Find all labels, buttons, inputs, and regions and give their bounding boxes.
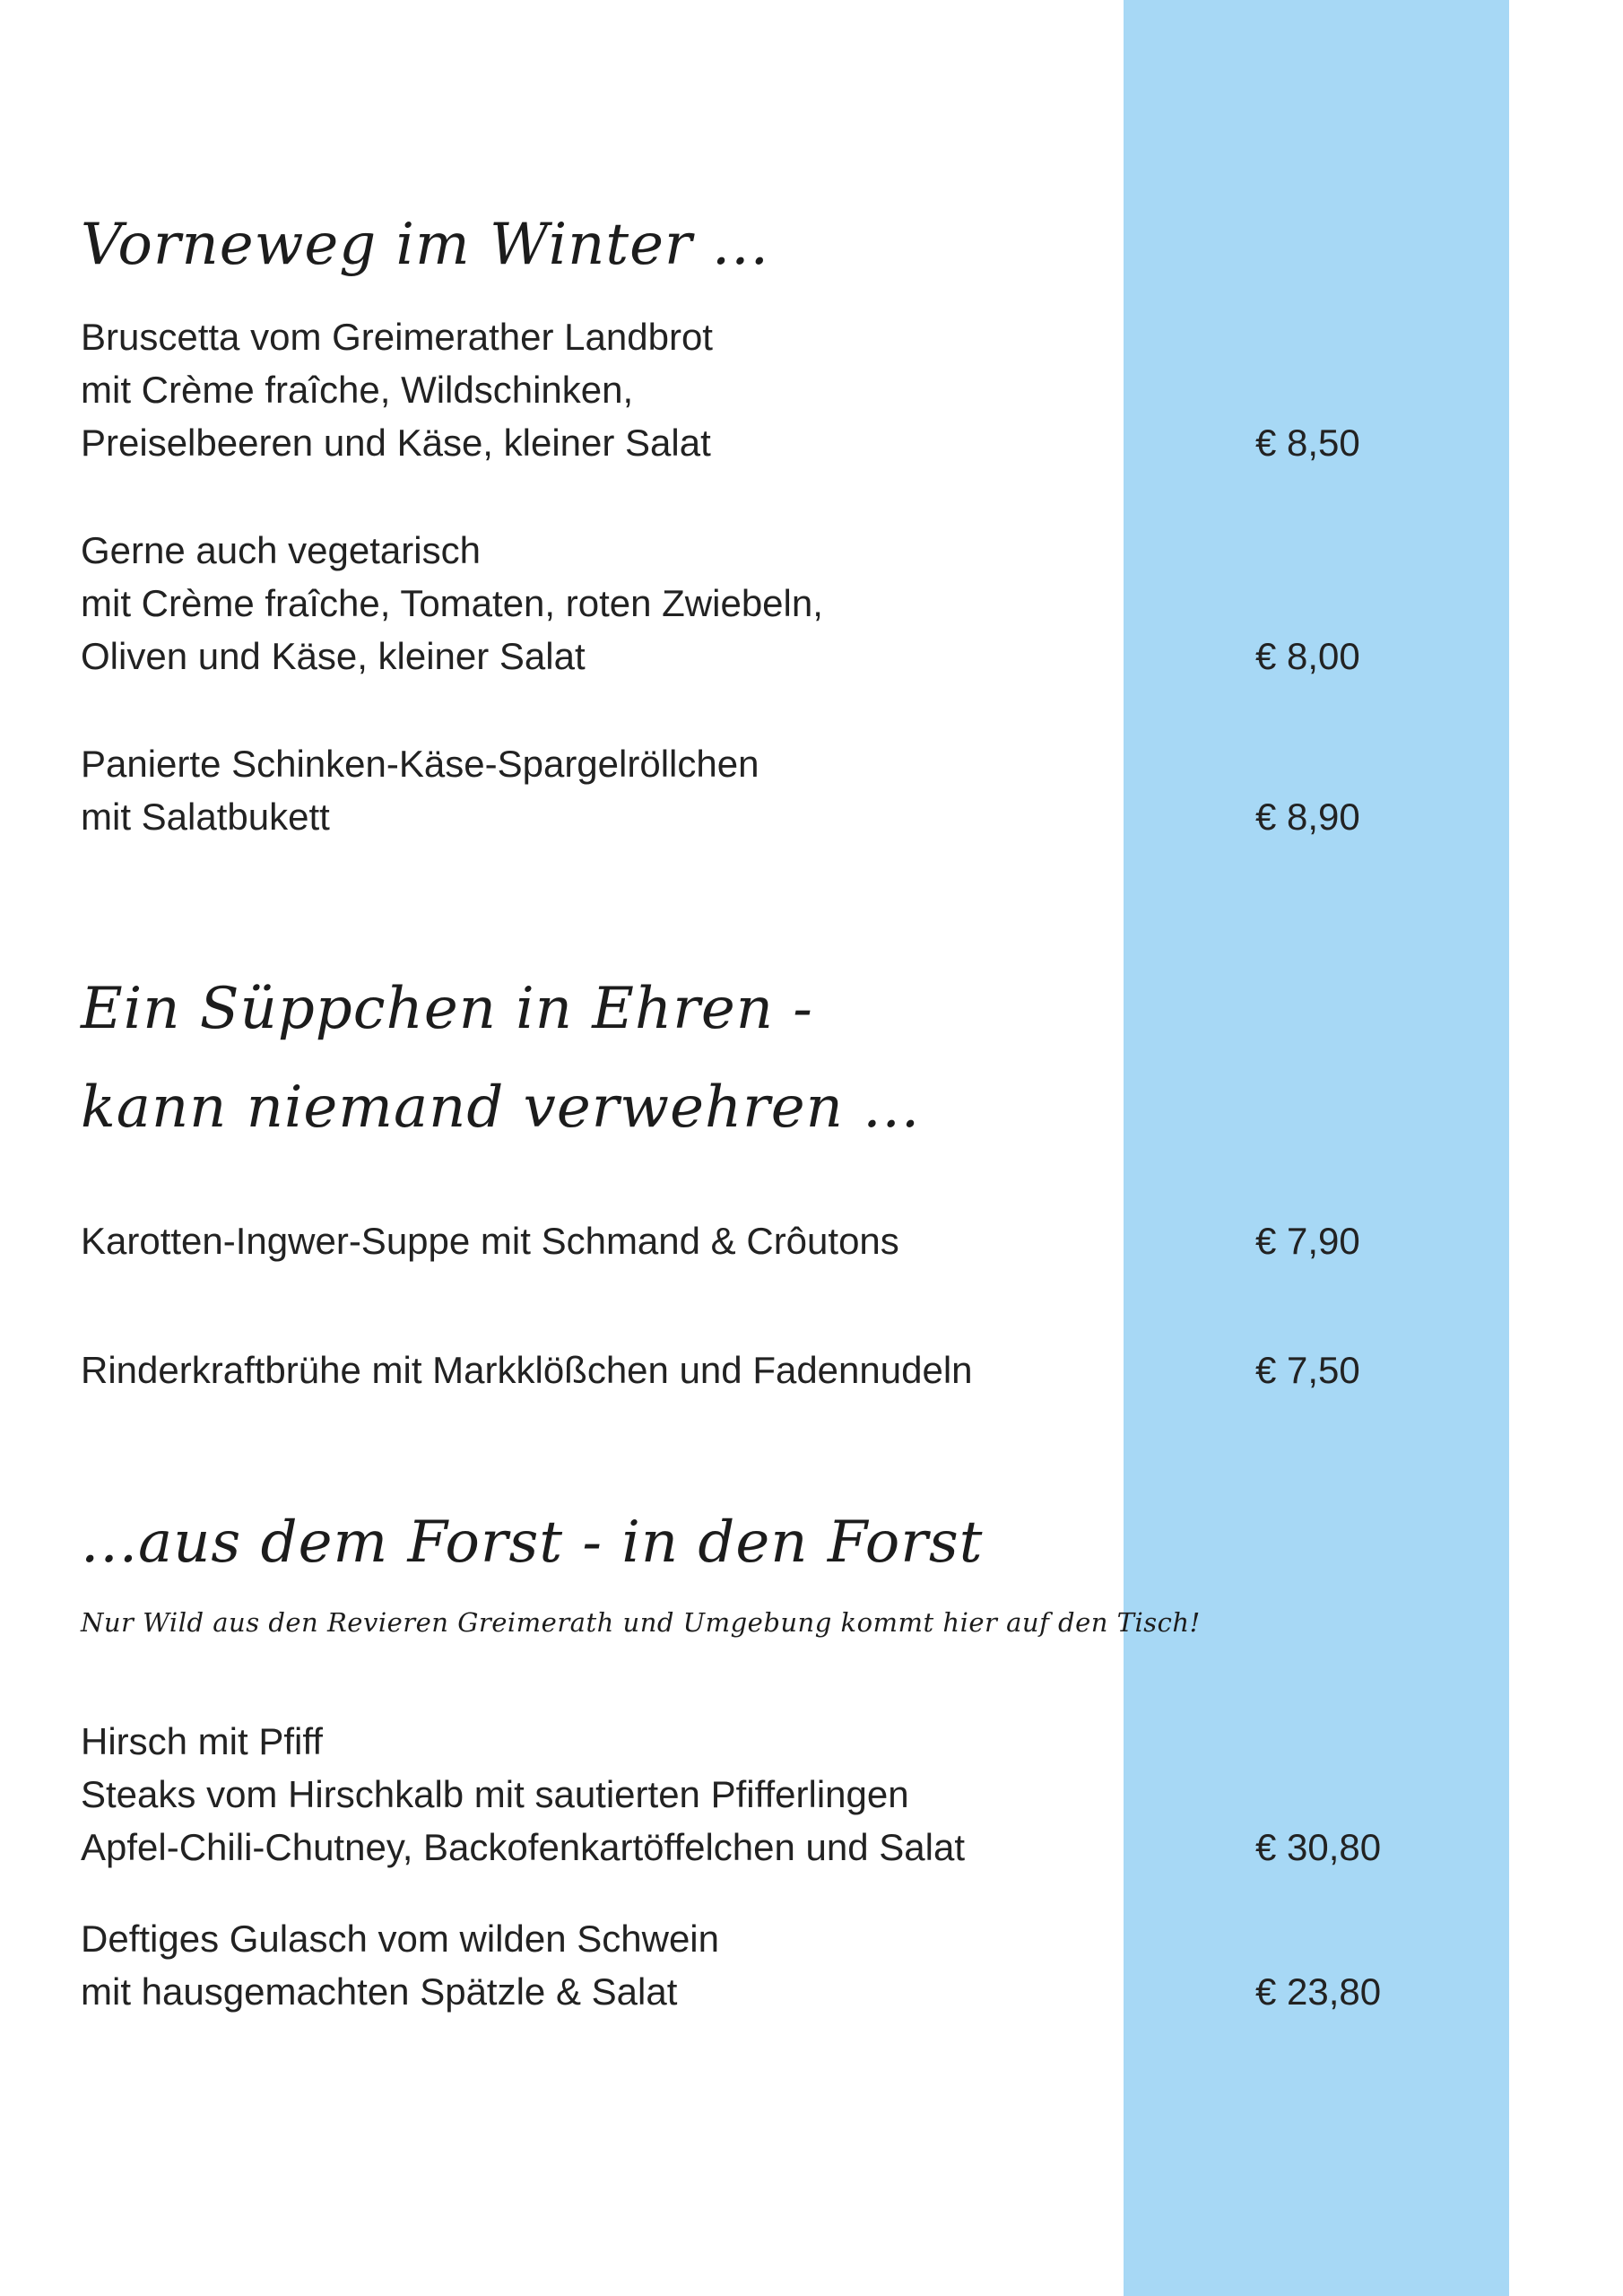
menu-item-gulasch <box>81 1912 719 2018</box>
item-line: Gerne auch vegetarisch <box>81 529 481 571</box>
price-spargelroellchen: € 8,90 <box>1255 796 1360 838</box>
menu-item-vegetarisch <box>81 524 823 683</box>
section-title-starters: Vorneweg im Winter ... <box>81 212 769 278</box>
menu-item-rinderkraftbruehe <box>81 1344 973 1396</box>
price-hirsch: € 30,80 <box>1255 1826 1382 1868</box>
item-line: mit Salatbukett <box>81 796 330 838</box>
item-line: mit hausgemachten Spätzle & Salat <box>81 1970 678 2013</box>
item-line: Bruscetta vom Greimerather Landbrot <box>81 316 713 358</box>
price-karottensuppe: € 7,90 <box>1255 1220 1360 1262</box>
item-line: Oliven und Käse, kleiner Salat <box>81 635 586 677</box>
section-subtitle-game: Nur Wild aus den Revieren Greimerath und Umgebung kommt hier auf den Tisch! <box>81 1607 1201 1638</box>
item-line: mit Crème fraîche, Wildschinken, <box>81 369 634 411</box>
item-line: Apfel-Chili-Chutney, Backofenkartöffelchen und Salat <box>81 1826 966 1868</box>
menu-item-spargelroellchen <box>81 737 759 843</box>
item-line: Rinderkraftbrühe mit Markklößchen und Fadennudeln <box>81 1349 973 1391</box>
price-bruscetta: € 8,50 <box>1255 422 1360 464</box>
item-line: Preiselbeeren und Käse, kleiner Salat <box>81 422 711 464</box>
item-line: Steaks vom Hirschkalb mit sautierten Pfifferlingen <box>81 1773 909 1815</box>
menu-item-hirsch <box>81 1715 965 1874</box>
item-line: mit Crème fraîche, Tomaten, roten Zwiebeln, <box>81 582 823 624</box>
section-title-soups-line2: kann niemand verwehren ... <box>81 1074 921 1141</box>
section-title-game: ...aus dem Forst - in den Forst <box>81 1509 984 1576</box>
menu-item-bruscetta <box>81 310 713 469</box>
menu-item-karottensuppe <box>81 1214 899 1267</box>
price-gulasch: € 23,80 <box>1255 1970 1382 2013</box>
price-rinderkraftbruehe: € 7,50 <box>1255 1349 1360 1391</box>
item-line: Deftiges Gulasch vom wilden Schwein <box>81 1918 719 1960</box>
price-vegetarisch: € 8,00 <box>1255 635 1360 677</box>
section-title-soups-line1: Ein Süppchen in Ehren - <box>81 976 813 1042</box>
item-line: Panierte Schinken-Käse-Spargelröllchen <box>81 743 759 785</box>
item-line: Karotten-Ingwer-Suppe mit Schmand & Crôutons <box>81 1220 899 1262</box>
item-line: Hirsch mit Pfiff <box>81 1720 323 1762</box>
